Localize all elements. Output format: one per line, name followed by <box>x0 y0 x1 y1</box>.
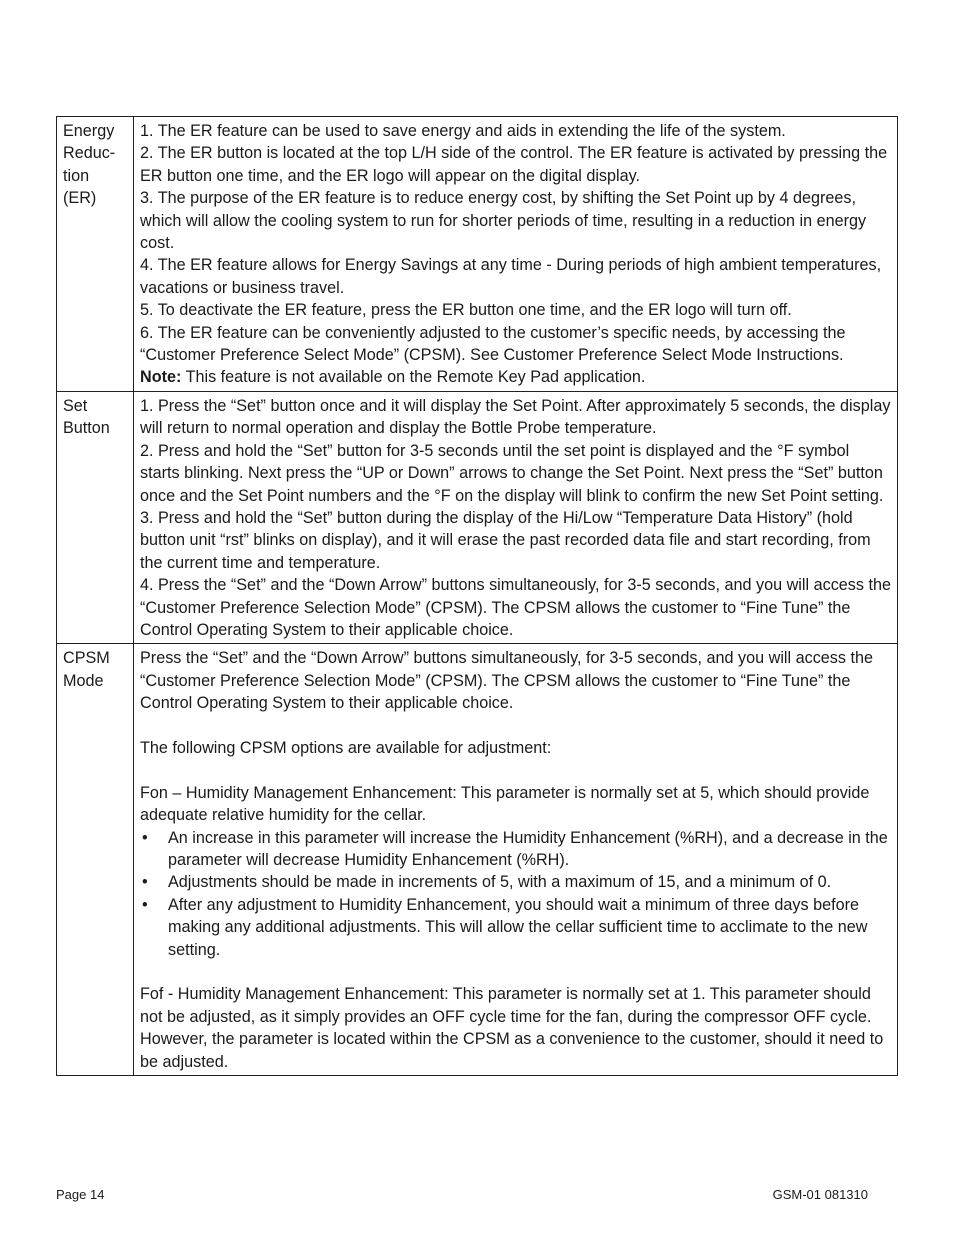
row-label-energy-reduction <box>57 117 134 392</box>
set-item-3: 3. Press and hold the “Set” button during the display of the Hi/Low “Temperature Data History” (hold button unit “rst” blinks on display), and it will erase the past recorded data file and start recording, from the current time and temperature. <box>140 508 871 572</box>
list-item <box>140 827 893 872</box>
label-line: Reduc- <box>63 144 116 163</box>
fon-bullet-list <box>140 827 893 961</box>
bullet-icon: • <box>142 873 148 892</box>
label-line: CPSM <box>63 649 110 668</box>
blank-line <box>140 715 893 737</box>
cpsm-fon-description: Fon – Humidity Management Enhancement: This parameter is normally set at 5, which should provide adequate relative humidity for the cellar. <box>140 783 870 825</box>
cpsm-intro: Press the “Set” and the “Down Arrow” buttons simultaneously, for 3-5 seconds, and you will access the “Customer Preference Selection Mode” (CPSM). The CPSM allows the customer to “Fine Tune” the Control Operating System to their applicable choice. <box>140 649 873 713</box>
row-label-set-button <box>57 391 134 643</box>
table-row-cpsm-mode <box>57 644 898 1076</box>
er-item-4: 4. The ER feature allows for Energy Savings at any time - During periods of high ambient temperatures, vacations or business travel. <box>140 256 882 297</box>
bullet-text: An increase in this parameter will increase the Humidity Enhancement (%RH), and a decrease in the parameter will decrease Humidity Enhancement (%RH). <box>168 828 888 869</box>
er-item-1: 1. The ER feature can be used to save energy and aids in extending the life of the system. <box>140 122 786 140</box>
set-item-4: 4. Press the “Set” and the “Down Arrow” buttons simultaneously, for 3-5 seconds, and you will access the “Customer Preference Selection Mode” (CPSM). The CPSM allows the customer to “Fine Tune” the Control Operating System to their applicable choice. <box>140 576 891 639</box>
cpsm-fof-description: Fof - Humidity Management Enhancement: This parameter is normally set at 1. This parameter should not be adjusted, as it simply provides an OFF cycle time for the fan, during the compressor OFF cycle. However, the parameter is located within the CPSM as a convenience to the customer, should it need to be adjusted. <box>140 985 884 1071</box>
note-label: Note: <box>140 368 182 387</box>
bullet-icon: • <box>142 828 148 847</box>
blank-line <box>140 759 893 781</box>
row-content-set-button <box>134 391 898 643</box>
list-item <box>140 871 893 893</box>
table-row-set-button <box>57 391 898 643</box>
blank-line <box>140 961 893 983</box>
label-line: (ER) <box>63 189 97 208</box>
list-item <box>140 894 893 961</box>
er-note <box>140 366 893 388</box>
page-number: Page 14 <box>56 1187 105 1202</box>
note-text: This feature is not available on the Remote Key Pad application. <box>181 368 646 387</box>
bullet-text: After any adjustment to Humidity Enhancement, you should wait a minimum of three days before making any additional adjustments. This will allow the cellar sufficient time to acclimate to the new setting. <box>168 895 868 959</box>
table-row-energy-reduction <box>57 117 898 392</box>
er-item-3: 3. The purpose of the ER feature is to reduce energy cost, by shifting the Set Point up by 4 degrees, which will allow the cooling system to run for shorter periods of time, resulting in a reduction in energy cost. <box>140 189 867 253</box>
set-item-2: 2. Press and hold the “Set” button for 3-5 seconds until the set point is displayed and the °F symbol starts blinking. Next press the “UP or Down” arrows to change the Set Point. Next press the “Set” button once and the Set Point numbers and the °F on the display will blink to confirm the new Set Point setting. <box>140 441 884 505</box>
label-line: Button <box>63 419 110 438</box>
label-line: Mode <box>63 671 104 690</box>
er-item-2: 2. The ER button is located at the top L/H side of the control. The ER feature is activated by pressing the ER button one time, and the ER logo will appear on the digital display. <box>140 144 888 185</box>
er-item-5: 5. To deactivate the ER feature, press the ER button one time, and the ER logo will turn off. <box>140 301 792 320</box>
bullet-icon: • <box>142 895 148 914</box>
label-line: Energy <box>63 122 115 140</box>
row-content-cpsm-mode <box>134 644 898 1076</box>
set-item-1: 1. Press the “Set” button once and it will display the Set Point. After approximately 5 seconds, the display will return to normal operation and display the Bottle Probe temperature. <box>140 396 891 438</box>
document-id: GSM-01 081310 <box>772 1187 868 1202</box>
bullet-text: Adjustments should be made in increments of 5, with a maximum of 15, and a minimum of 0. <box>168 873 832 892</box>
label-line: tion <box>63 166 90 185</box>
row-label-cpsm-mode <box>57 644 134 1076</box>
cpsm-options-heading: The following CPSM options are available for adjustment: <box>140 738 552 757</box>
instructions-table <box>56 116 898 1076</box>
label-line: Set <box>63 396 88 415</box>
row-content-energy-reduction <box>134 117 898 392</box>
er-item-6: 6. The ER feature can be conveniently adjusted to the customer’s specific needs, by accessing the “Customer Preference Select Mode” (CPSM). See Customer Preference Select Mode Instructions. <box>140 323 846 365</box>
